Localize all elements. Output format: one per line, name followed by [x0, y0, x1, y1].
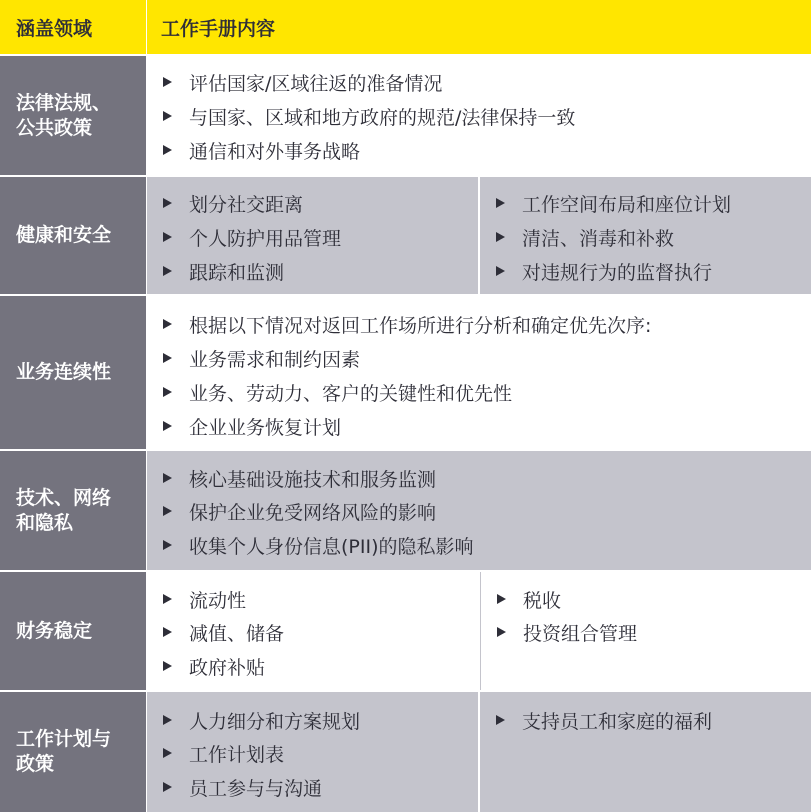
list-item: 与国家、区域和地方政府的规范/法律保持一致: [163, 99, 575, 133]
list-item: 人力细分和方案规划: [163, 703, 360, 737]
category-cell: [0, 692, 146, 812]
triangle-bullet-icon: [163, 319, 172, 329]
list-item: 收集个人身份信息(PII)的隐私影响: [163, 528, 474, 562]
list-item: 业务、劳动力、客户的关键性和优先性: [163, 375, 512, 409]
triangle-bullet-icon: [163, 145, 172, 155]
triangle-bullet-icon: [163, 232, 172, 242]
row-business-continuity: [0, 296, 811, 449]
content-cell-right: [480, 692, 811, 812]
triangle-bullet-icon: [163, 353, 172, 363]
row-financial-stability: [0, 572, 811, 690]
list-item: 划分社交距离: [163, 186, 303, 220]
triangle-bullet-icon: [163, 266, 172, 276]
content-cell: [147, 296, 811, 449]
triangle-bullet-icon: [163, 594, 172, 604]
list-item: 减值、储备: [163, 615, 284, 649]
list-item: 政府补贴: [163, 649, 265, 683]
triangle-bullet-icon: [163, 421, 172, 431]
list-item: 员工参与与沟通: [163, 770, 322, 804]
triangle-bullet-icon: [163, 782, 172, 792]
row-health-safety: [0, 177, 811, 294]
triangle-bullet-icon: [163, 748, 172, 758]
row-work-plan-policy: [0, 692, 811, 812]
triangle-bullet-icon: [163, 198, 172, 208]
triangle-bullet-icon: [497, 627, 506, 637]
category-cell: [0, 56, 146, 175]
header-workbook-content: 工作手册内容: [147, 0, 811, 54]
content-cell-left: [147, 692, 478, 812]
category-line: 工作计划与: [16, 728, 112, 750]
list-item: 工作计划表: [163, 736, 284, 770]
triangle-bullet-icon: [496, 232, 505, 242]
category-line: 政策: [16, 753, 55, 775]
list-item: 投资组合管理: [497, 615, 637, 649]
triangle-bullet-icon: [163, 715, 172, 725]
list-item: 税收: [497, 582, 561, 616]
list-item: 业务需求和制约因素: [163, 341, 360, 375]
list-item: 工作空间布局和座位计划: [496, 186, 731, 220]
triangle-bullet-icon: [163, 473, 172, 483]
triangle-bullet-icon: [496, 266, 505, 276]
content-cell-left: [147, 572, 478, 690]
list-item: 通信和对外事务战略: [163, 133, 360, 167]
triangle-bullet-icon: [163, 506, 172, 516]
triangle-bullet-icon: [163, 627, 172, 637]
row-tech-cyber-privacy: [0, 451, 811, 570]
triangle-bullet-icon: [496, 198, 505, 208]
list-item: 企业业务恢复计划: [163, 409, 341, 443]
content-cell: [147, 56, 811, 175]
triangle-bullet-icon: [163, 540, 172, 550]
category-line: 公共政策: [16, 116, 93, 139]
category-cell: [0, 572, 146, 690]
category-cell: [0, 451, 146, 570]
header-coverage-area: 涵盖领域: [0, 0, 146, 54]
row-legal-policy: [0, 56, 811, 175]
content-cell-right: [480, 177, 811, 294]
triangle-bullet-icon: [497, 594, 506, 604]
list-item: 根据以下情况对返回工作场所进行分析和确定优先次序:: [163, 307, 651, 341]
triangle-bullet-icon: [163, 77, 172, 87]
content-cell-left: [147, 177, 478, 294]
triangle-bullet-icon: [163, 661, 172, 671]
list-item: 清洁、消毒和补救: [496, 220, 674, 254]
list-item: 支持员工和家庭的福利: [496, 703, 712, 737]
list-item: 评估国家/区域往返的准备情况: [163, 65, 442, 99]
category-line: 法律法规、: [16, 91, 112, 114]
category-line: 财务稳定: [16, 619, 93, 642]
list-item: 个人防护用品管理: [163, 220, 341, 254]
category-line: 业务连续性: [16, 361, 112, 383]
category-line: 技术、网络: [16, 486, 112, 509]
category-line: 和隐私: [16, 511, 74, 534]
triangle-bullet-icon: [163, 387, 172, 397]
content-cell-right: [480, 572, 811, 690]
list-item: 核心基础设施技术和服务监测: [163, 461, 436, 495]
triangle-bullet-icon: [163, 111, 172, 121]
list-item: 跟踪和监测: [163, 254, 284, 288]
content-cell: [147, 451, 811, 570]
list-item: 流动性: [163, 582, 246, 616]
category-line: 健康和安全: [16, 224, 112, 246]
category-cell: [0, 296, 146, 449]
list-item: 保护企业免受网络风险的影响: [163, 494, 436, 528]
category-cell: [0, 177, 146, 294]
triangle-bullet-icon: [496, 715, 505, 725]
list-item: 对违规行为的监督执行: [496, 254, 712, 288]
